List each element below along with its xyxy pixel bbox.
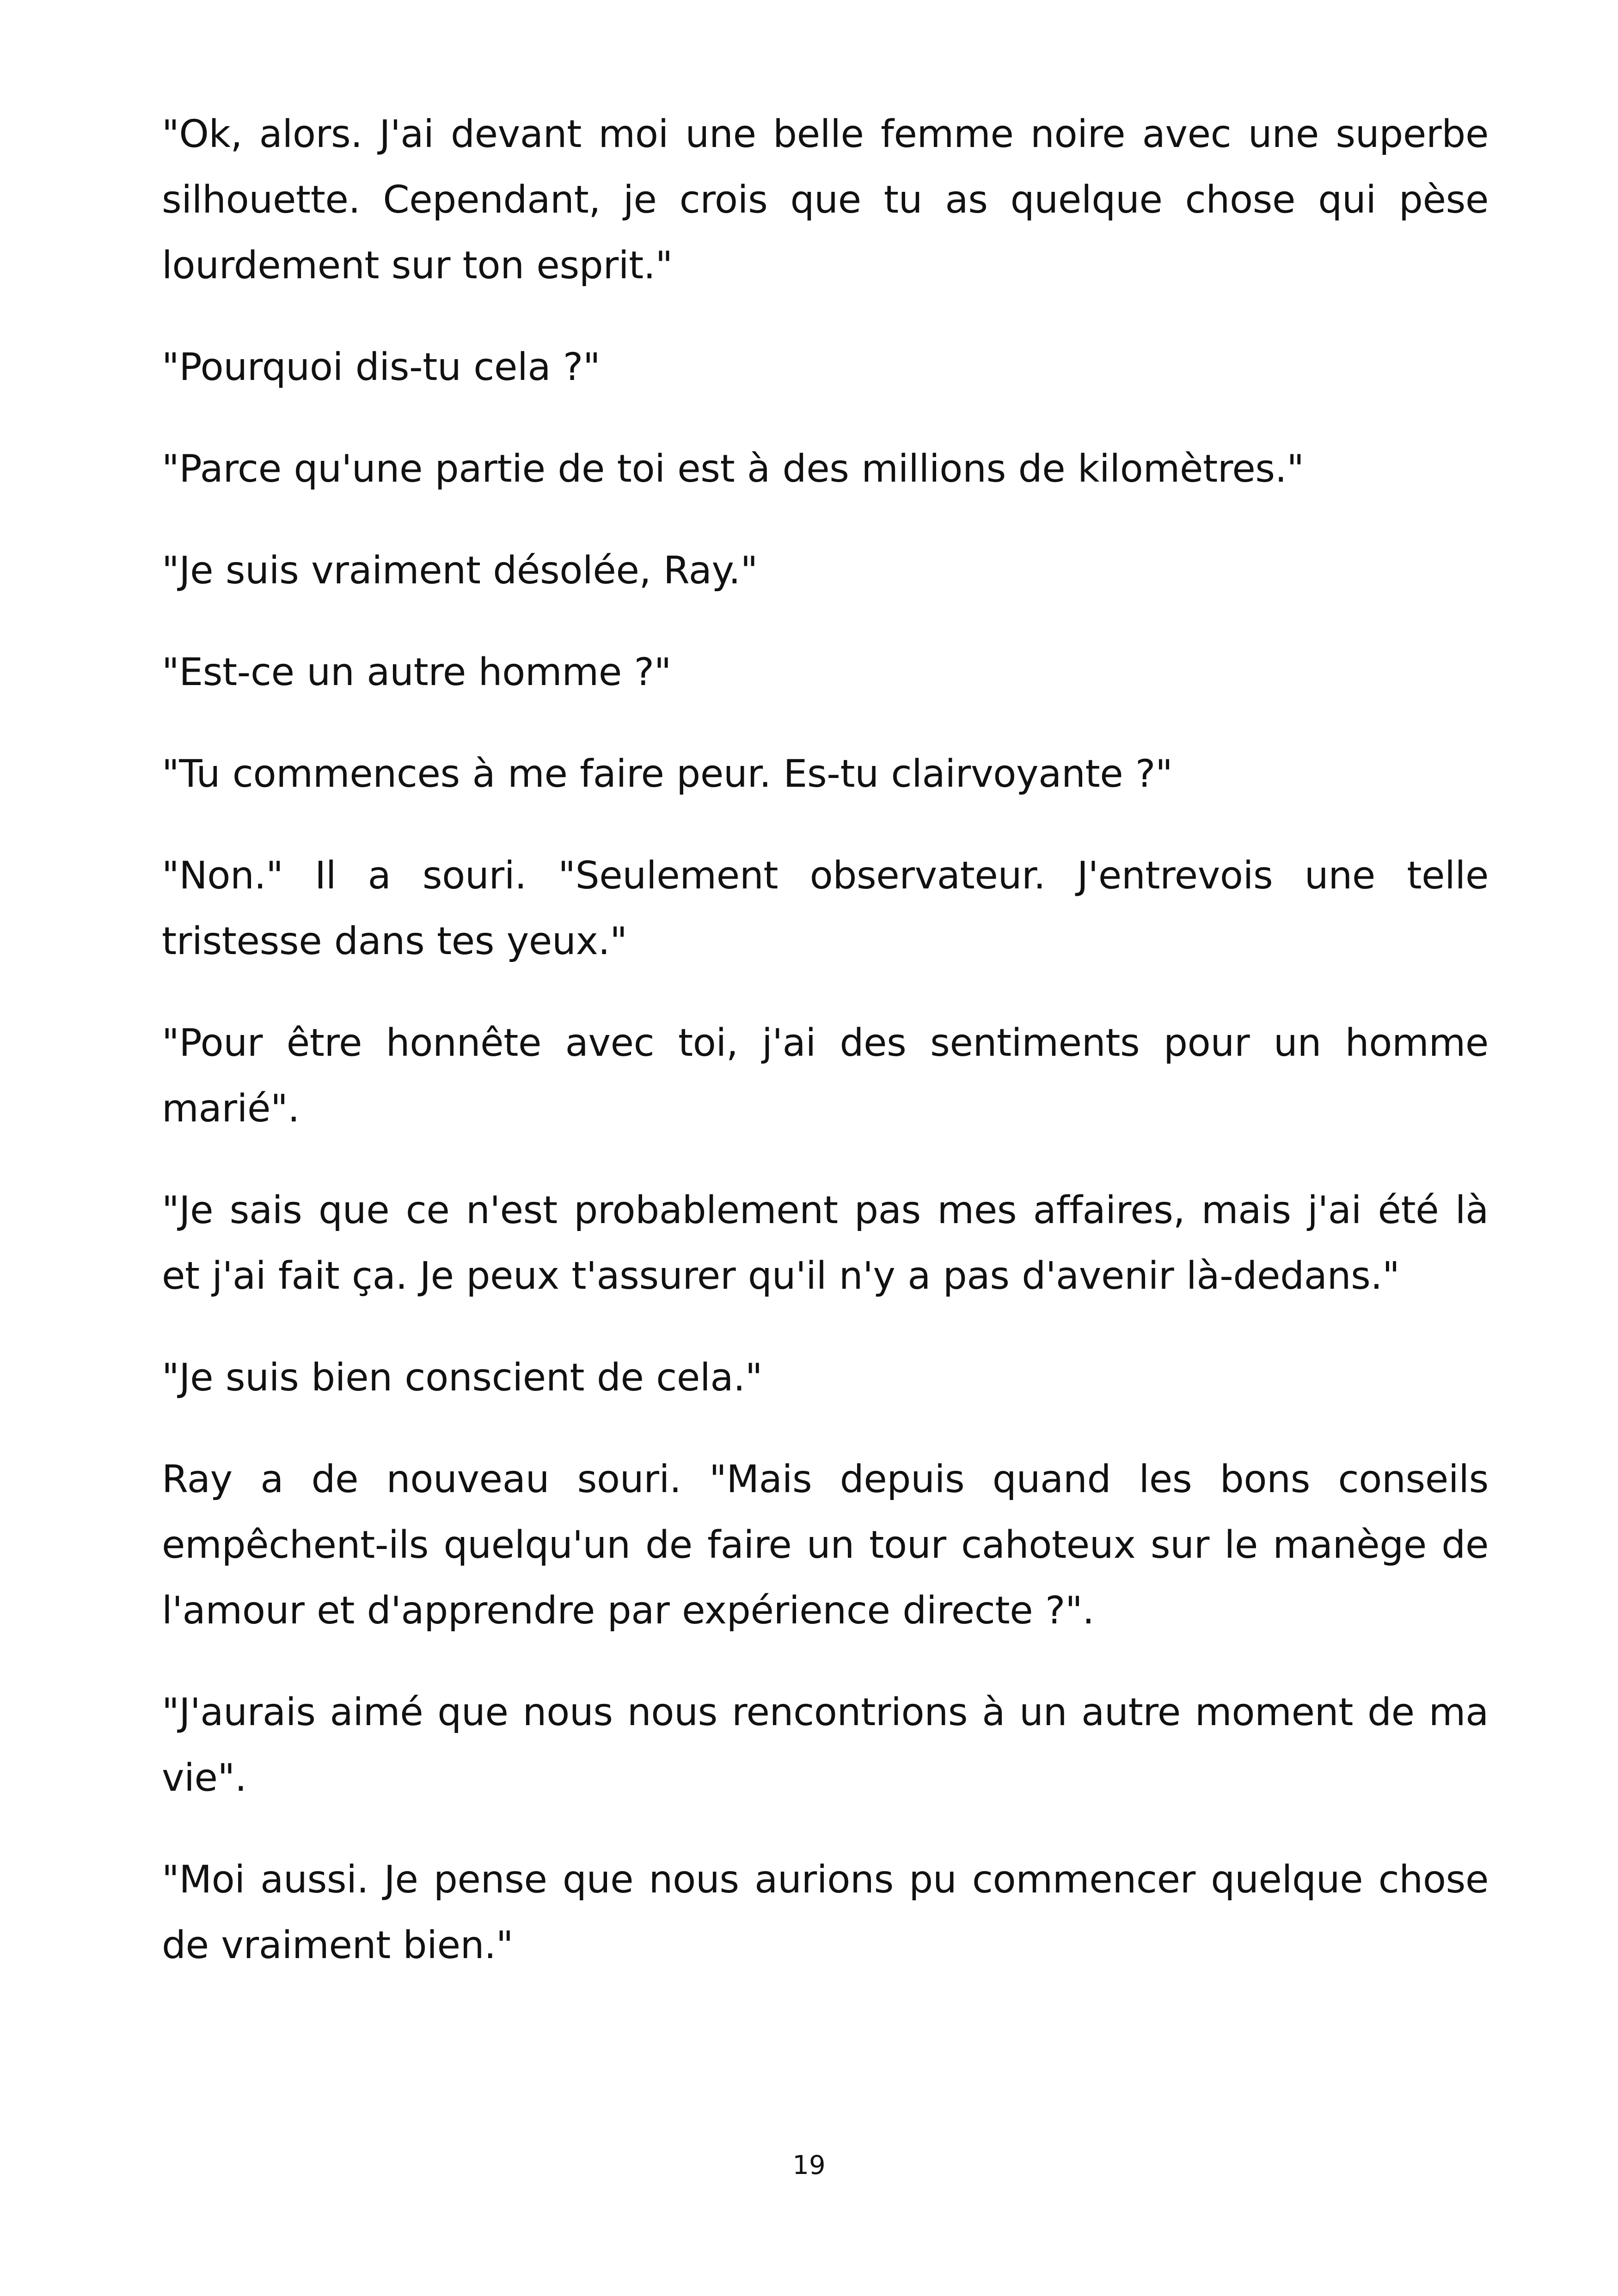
paragraph: "Ok, alors. J'ai devant moi une belle femme noire avec une superbe silhouette. Cependant, je crois que tu as quelque chose qui pèse lourdement sur ton esprit." bbox=[162, 112, 1489, 288]
paragraph: "Est-ce un autre homme ?" bbox=[162, 650, 672, 694]
body-text bbox=[162, 102, 1489, 1978]
paragraph: "Parce qu'une partie de toi est à des millions de kilomètres." bbox=[162, 447, 1304, 491]
paragraph: "Pourquoi dis-tu cela ?" bbox=[162, 345, 601, 389]
paragraph: "Je suis vraiment désolée, Ray." bbox=[162, 549, 758, 593]
page-number: 19 bbox=[792, 2150, 826, 2180]
paragraph: "J'aurais aimé que nous nous rencontrions à un autre moment de ma vie". bbox=[162, 1690, 1489, 1800]
paragraph: "Moi aussi. Je pense que nous aurions pu commencer quelque chose de vraiment bien." bbox=[162, 1858, 1489, 1967]
paragraph: "Non." Il a souri. "Seulement observateur. J'entrevois une telle tristesse dans tes yeux." bbox=[162, 854, 1489, 963]
paragraph: "Pour être honnête avec toi, j'ai des sentiments pour un homme marié". bbox=[162, 1021, 1489, 1131]
paragraph: "Tu commences à me faire peur. Es-tu clairvoyante ?" bbox=[162, 752, 1173, 796]
paragraph: Ray a de nouveau souri. "Mais depuis quand les bons conseils empêchent-ils quelqu'un de faire un tour cahoteux sur le manège de l'amour et d'apprendre par expérience directe ?". bbox=[162, 1457, 1489, 1633]
paragraph: "Je sais que ce n'est probablement pas mes affaires, mais j'ai été là et j'ai fait ça. Je peux t'assurer qu'il n'y a pas d'avenir là-dedans." bbox=[162, 1188, 1489, 1298]
paragraph: "Je suis bien conscient de cela." bbox=[162, 1356, 763, 1400]
